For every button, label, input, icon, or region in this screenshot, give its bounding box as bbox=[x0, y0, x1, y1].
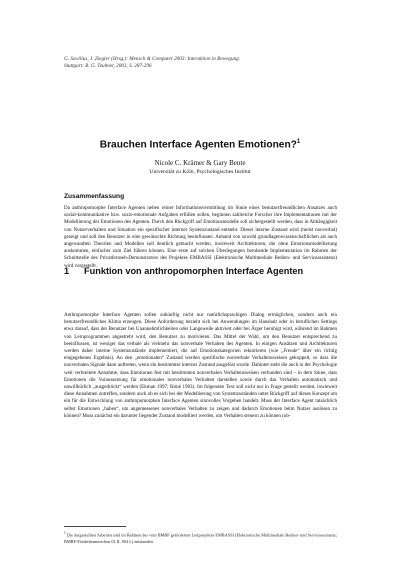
section-heading bbox=[64, 266, 303, 276]
abstract-heading: Zusammenfassung bbox=[64, 193, 125, 200]
footnote-text: Die dargestellten Arbeiten sind im Rahmen des vom BMBF geförderten Leitprojektes EMBASSI (Elektronische Multimediale Bedien- und Serviceassistenz; BMBF-Förderkennzeichen 01 IL 904 L) entstanden. bbox=[64, 532, 337, 544]
header-citation-line: G. Szwillus, J. Ziegler (Hrsg.): Mensch & Computer 2003: Interaktion in Bewegung. bbox=[64, 56, 241, 62]
footnote bbox=[64, 530, 337, 545]
abstract-text: Da anthropomorphe Interface Agenten neben reiner Informationsvermittlung im Sinne eines benutzerfreundlichen Ansatzes auch sozial-kommunikative bzw. sozio-emotionale Aufgaben erfüllen sollen, beginnen zahlreiche Forscher ihre Implementationen mit der Modellierung der Emotionen des Agenten. Durch den Rückgriff auf Emotionsmodelle soll sichergestellt werden, dass in Abhängigkeit von Nutzerverhalten und Situation ein spezifischer interner Systemzustand entsteht. Dieser interne Zustand wird (meist nonverbal) gezeigt und soll den Benutzer in eine gewünschte Richtung beeinflussen. Anhand von sowohl grundlagenwissenschaftlichen als auch angewandten Theorien und Modellen soll deutlich gemacht werden, inwieweit Architekturen, die ohne Emotionsmodellierung auskommen, einfacher zum Ziel führen können. Eine erste auf solchen Überlegungen beruhende Implementation im Rahmen der Schnittstelle des Privatfernseh-Demonstrators des Projektes EMBASSI (Elektronische Multimediale Bedien- und Serviceassistenz) wird vorgestellt. bbox=[64, 205, 337, 269]
affiliation: Universität zu Köln, Psychologisches Institut bbox=[149, 169, 251, 175]
running-header bbox=[64, 56, 364, 70]
section-body-text: Anthropomorphe Interface Agenten sollen zukünftig nicht nur natürlichsprachigen Dialog ermöglichen, sondern auch ein benutzerfreundliches Klima erzeugen. Diese Anforderung bezieht sich bei Anwendungen im Haushalt oder in beruflichen Settings etwa darauf, dass der Benutzer bei Unannehmlichkeiten oder Langeweile aktiviert oder bei Ärger beruhigt wird, während im Rahmen von Lernprogrammen angestrebt wird, den Benutzer zu motivieren. Das Mittel der Wahl, um den Benutzer entsprechend zu beeinflussen, ist weniger das verbale als vielmehr das nonverbale Verhalten des Agenten. In einigen Ansätzen und Architekturen werden daher interne Systemzustände implementiert, die auf Emotionskategorien rekurrieren (wie „Freude“ über ein richtig eingegebenes Ergebnis). An den „emotionalen“ Zustand werden spezifische nonverbale Verhaltensweisen gekoppelt, so dass die nonverbalen Signale dann auftreten, wenn ein bestimmter interner Zustand ausgelöst wurde. Dahinter steht die auch in der Psychologie weit verbreitete Annahme, dass Emotionen fest mit bestimmten nonverbalen Verhaltensweisen verbunden sind – in dem Sinne, dass Emotionen die Voraussetzung für emotionales nonverbales Verhalten darstellen sowie durch das Verhalten automatisch und unwillkürlich „ausgedrückt“ werden (Ekman 1997; Rimé 1983). Im folgenden Text soll nicht nur in Frage gestellt werden, inwieweit diese Annahmen zutreffen, sondern auch ob es sich bei der Modellierung von Systemzuständen unter Rückgriff auf dieses Konzept um ein für die Entwicklung von anthropomorphen Interface Agenten sinnvolles Vorgehen handelt. Muss der Interface Agent tatsächlich selbst Emotionen „haben“, um angemessenes nonverbales Verhalten zu zeigen und dadurch Emotionen beim Nutzer auslösen zu können? Muss zunächst ein darunter liegender Zustand modelliert werden, um Verhalten steuern zu können (ob- bbox=[64, 312, 337, 419]
paper-title bbox=[0, 139, 400, 150]
paper-title-text: Brauchen Interface Agenten Emotionen? bbox=[99, 139, 297, 151]
authors: Nicole C. Krämer & Gary Bente bbox=[154, 159, 246, 167]
footnote-divider bbox=[64, 526, 126, 527]
header-publisher-line: Stuttgart: B. G. Teubner, 2003, S. 287-296 bbox=[64, 63, 152, 69]
title-footnote-mark: 1 bbox=[296, 139, 301, 145]
section-number: 1 bbox=[64, 266, 70, 276]
section-title: Funktion von anthropomorphen Interface Agenten bbox=[84, 266, 304, 276]
footnote-mark: 1 bbox=[64, 531, 66, 535]
